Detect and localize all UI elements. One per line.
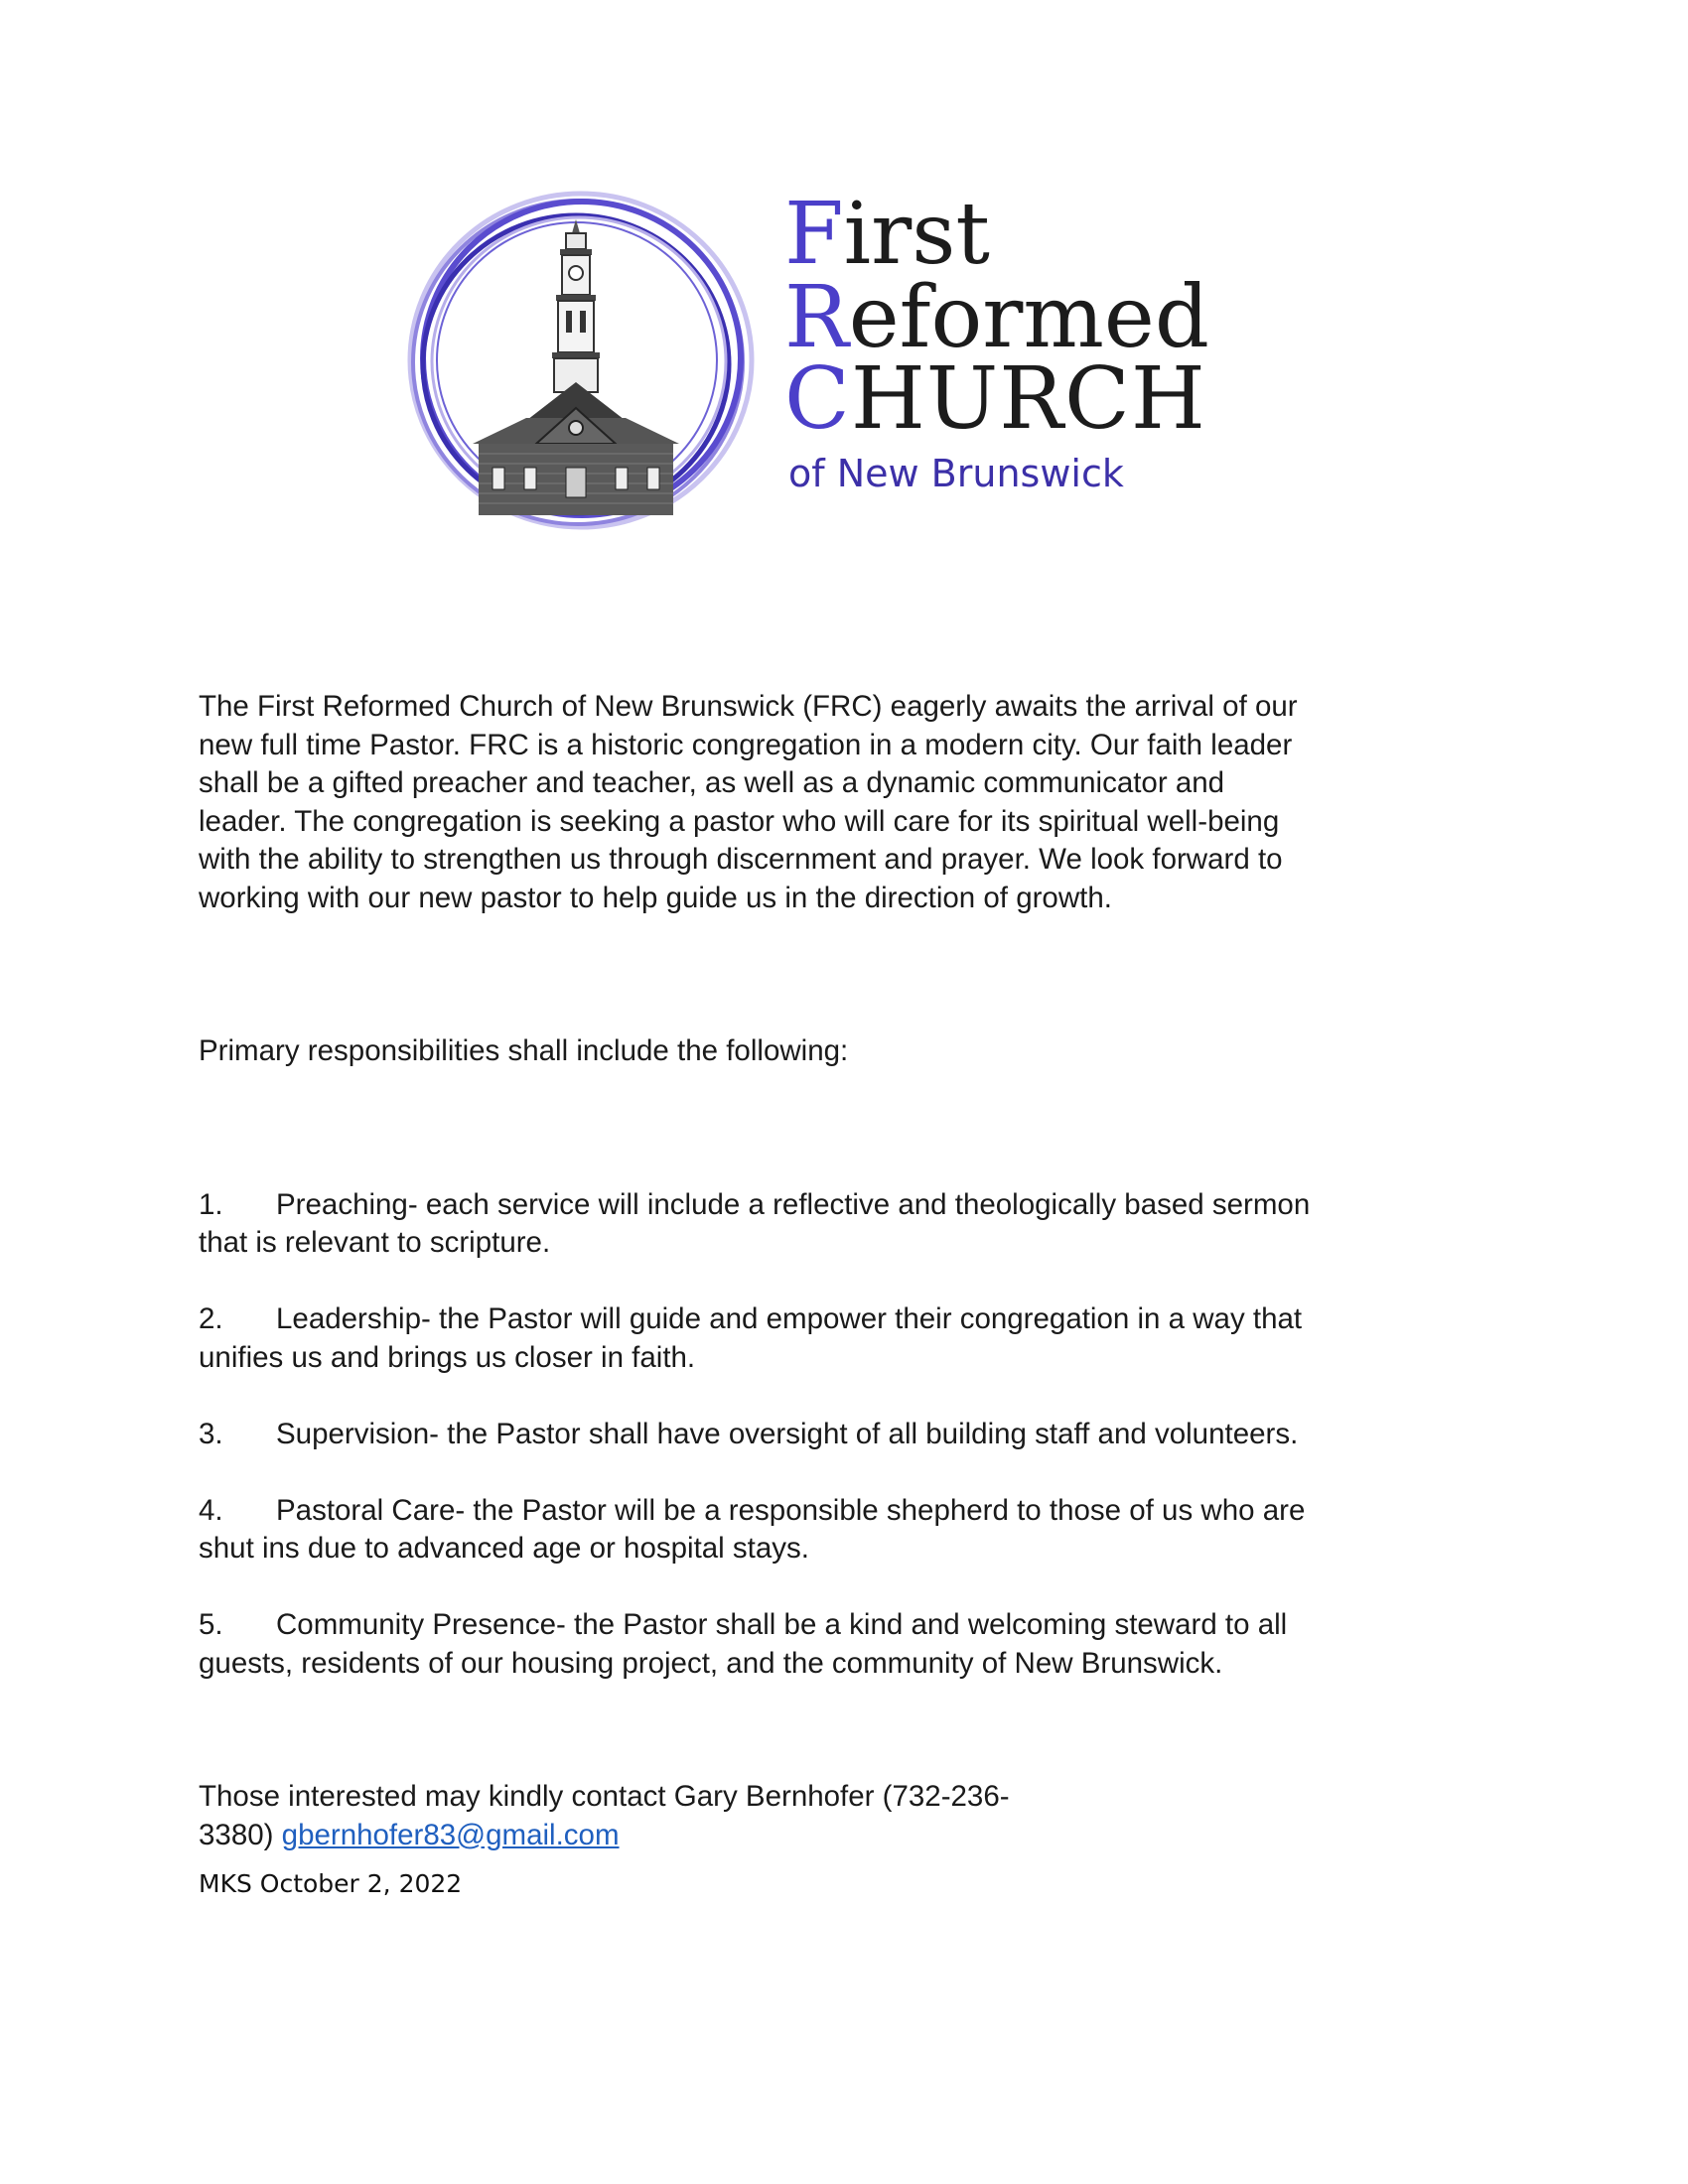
list-item: 2. Leadership- the Pastor will guide and empower their congregation in a way that unifies us and brings us closer in faith. — [199, 1302, 1303, 1374]
church-name-wordmark — [784, 184, 1261, 541]
contact-text: Those interested may kindly contact Gary Bernhofer (732-236- 3380) — [199, 1780, 1010, 1851]
document-body — [199, 688, 1489, 1900]
contact-email-link[interactable]: gbernhofer83@gmail.com — [281, 1818, 620, 1851]
church-steeple-icon — [397, 184, 774, 541]
responsibilities-lead: Primary responsibilities shall include the following: — [199, 1034, 849, 1067]
document-signature-date: MKS October 2, 2022 — [199, 1869, 463, 1898]
list-item: 4. Pastoral Care- the Pastor will be a responsible shepherd to those of us who are shut ins due to advanced age or hospital stays. — [199, 1493, 1306, 1565]
logo-word-reformed: Reformed — [784, 268, 1209, 367]
list-item: 5. Community Presence- the Pastor shall be a kind and welcoming steward to all guests, residents of our housing project, and the community of New Brunswick. — [199, 1608, 1288, 1680]
logo-word-church: CHURCH — [784, 349, 1206, 449]
logo-word-first: First — [784, 185, 990, 284]
contact-paragraph — [199, 1778, 1489, 1854]
logo-subline: of New Brunswick — [788, 452, 1124, 495]
responsibilities-list — [199, 1186, 1489, 1684]
church-logo — [397, 184, 1251, 541]
list-item: 3. Supervision- the Pastor shall have oversight of all building staff and volunteers. — [199, 1417, 1299, 1450]
list-item: 1. Preaching- each service will include a reflective and theologically based sermon that is relevant to scripture. — [199, 1187, 1311, 1259]
intro-paragraph: The First Reformed Church of New Brunswick (FRC) eagerly awaits the arrival of our new full time Pastor. FRC is a historic congregation in a modern city. Our faith leader shall be a gifted preacher and teacher, as well as a dynamic communicator and leader. The congregation is seeking a pastor who will care for its spiritual well-being with the ability to strengthen us through discernment and prayer. We look forward to working with our new pastor to help guide us in the direction of growth. — [199, 690, 1298, 914]
